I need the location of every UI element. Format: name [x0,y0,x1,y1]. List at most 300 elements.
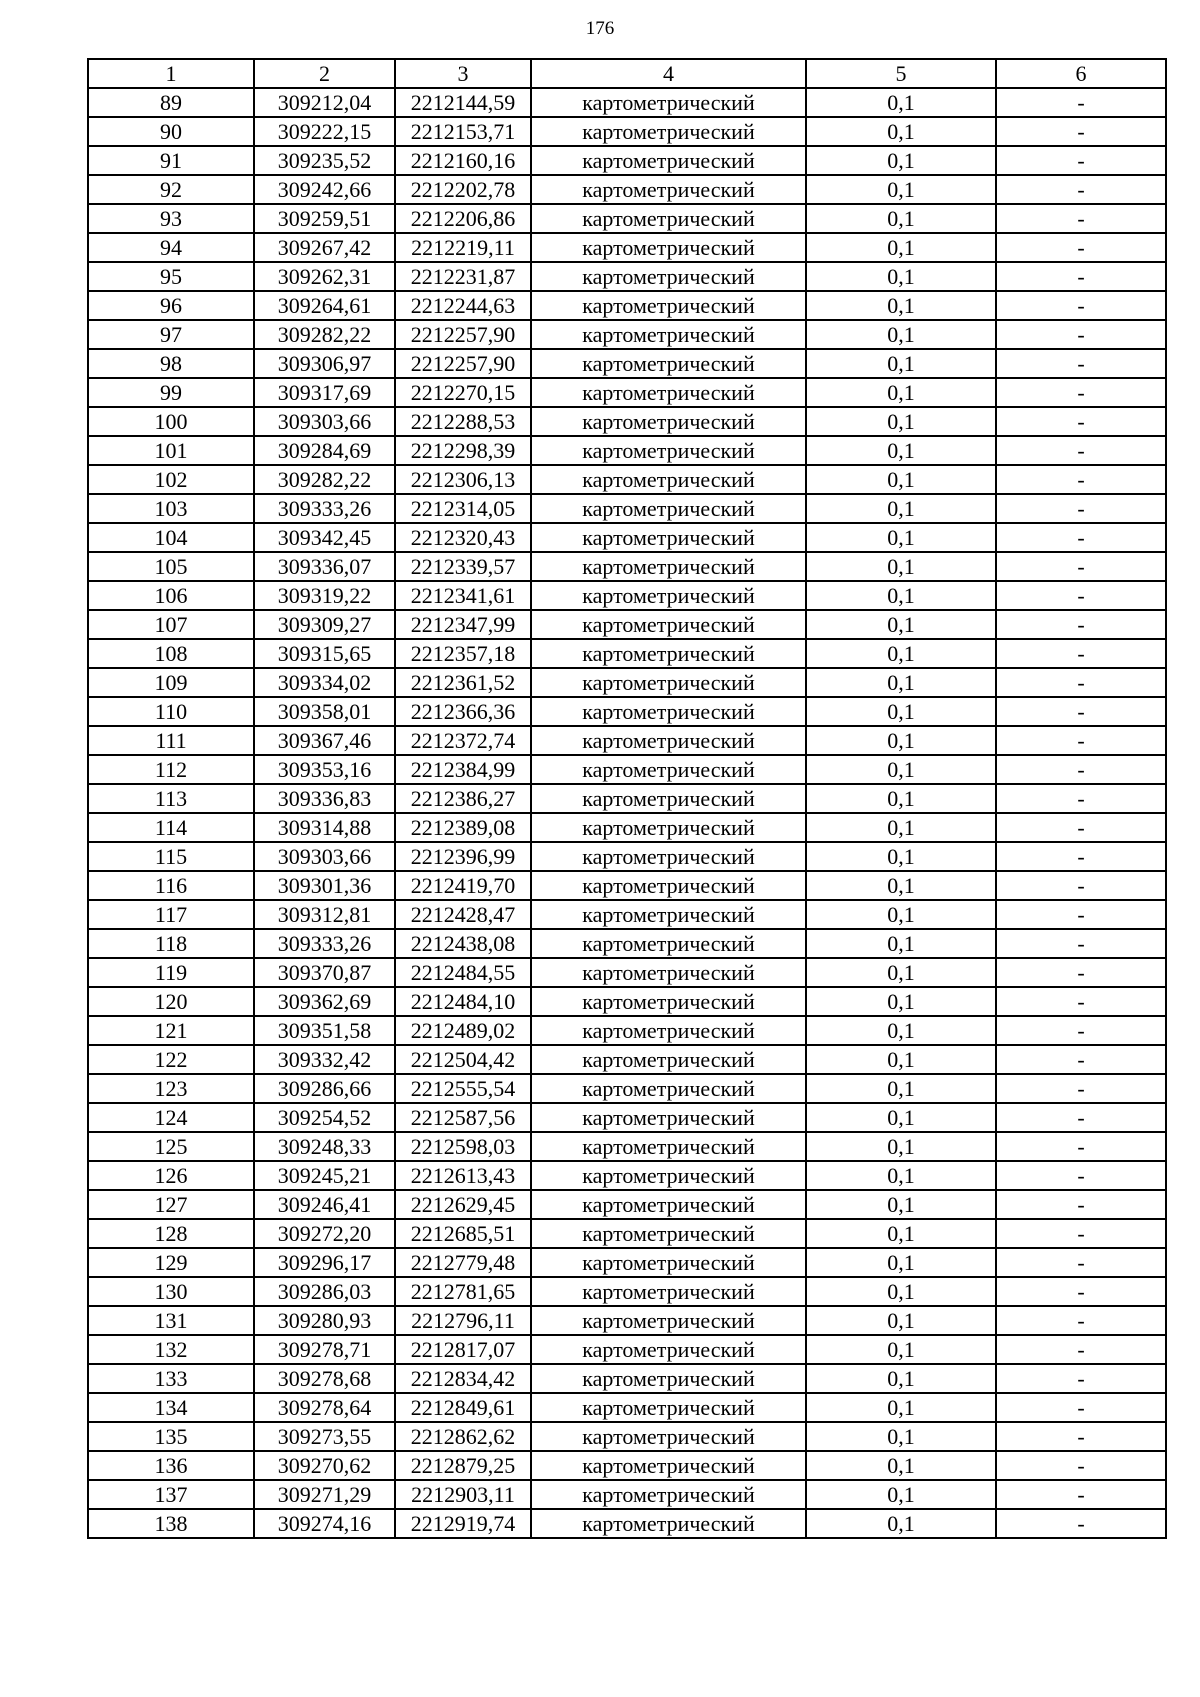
point-number-cell: 94 [88,233,254,262]
point-number-cell: 101 [88,436,254,465]
note-cell: - [996,1016,1166,1045]
note-cell: - [996,842,1166,871]
point-number-cell: 105 [88,552,254,581]
accuracy-cell: 0,1 [806,1045,996,1074]
method-cell: картометрический [531,697,806,726]
y-coordinate-cell: 2212257,90 [395,349,531,378]
method-cell: картометрический [531,1103,806,1132]
table-row [88,1190,1166,1219]
accuracy-cell: 0,1 [806,1364,996,1393]
x-coordinate-cell: 309267,42 [254,233,395,262]
x-coordinate-cell: 309282,22 [254,465,395,494]
point-number-cell: 91 [88,146,254,175]
accuracy-cell: 0,1 [806,291,996,320]
x-coordinate-cell: 309264,61 [254,291,395,320]
accuracy-cell: 0,1 [806,1451,996,1480]
accuracy-cell: 0,1 [806,1016,996,1045]
accuracy-cell: 0,1 [806,1190,996,1219]
accuracy-cell: 0,1 [806,1335,996,1364]
accuracy-cell: 0,1 [806,929,996,958]
y-coordinate-cell: 2212438,08 [395,929,531,958]
method-cell: картометрический [531,1509,806,1538]
y-coordinate-cell: 2212779,48 [395,1248,531,1277]
note-cell: - [996,900,1166,929]
y-coordinate-cell: 2212386,27 [395,784,531,813]
y-coordinate-cell: 2212288,53 [395,407,531,436]
x-coordinate-cell: 309280,93 [254,1306,395,1335]
accuracy-cell: 0,1 [806,1277,996,1306]
table-row [88,1480,1166,1509]
x-coordinate-cell: 309336,07 [254,552,395,581]
note-cell: - [996,291,1166,320]
table-row [88,1277,1166,1306]
table-row [88,958,1166,987]
method-cell: картометрический [531,320,806,349]
note-cell: - [996,1248,1166,1277]
column-header: 2 [254,59,395,88]
point-number-cell: 127 [88,1190,254,1219]
x-coordinate-cell: 309314,88 [254,813,395,842]
note-cell: - [996,871,1166,900]
note-cell: - [996,1509,1166,1538]
column-header: 4 [531,59,806,88]
note-cell: - [996,1306,1166,1335]
note-cell: - [996,813,1166,842]
x-coordinate-cell: 309246,41 [254,1190,395,1219]
x-coordinate-cell: 309319,22 [254,581,395,610]
method-cell: картометрический [531,639,806,668]
table-row [88,146,1166,175]
note-cell: - [996,987,1166,1016]
table-row [88,697,1166,726]
table-row [88,1248,1166,1277]
y-coordinate-cell: 2212489,02 [395,1016,531,1045]
point-number-cell: 112 [88,755,254,784]
accuracy-cell: 0,1 [806,697,996,726]
table-row [88,117,1166,146]
y-coordinate-cell: 2212347,99 [395,610,531,639]
table-row [88,639,1166,668]
y-coordinate-cell: 2212598,03 [395,1132,531,1161]
point-number-cell: 123 [88,1074,254,1103]
point-number-cell: 95 [88,262,254,291]
x-coordinate-cell: 309278,64 [254,1393,395,1422]
method-cell: картометрический [531,349,806,378]
x-coordinate-cell: 309303,66 [254,842,395,871]
table-row [88,1306,1166,1335]
point-number-cell: 96 [88,291,254,320]
y-coordinate-cell: 2212257,90 [395,320,531,349]
accuracy-cell: 0,1 [806,1248,996,1277]
x-coordinate-cell: 309367,46 [254,726,395,755]
method-cell: картометрический [531,842,806,871]
note-cell: - [996,465,1166,494]
x-coordinate-cell: 309334,02 [254,668,395,697]
note-cell: - [996,726,1166,755]
table-row [88,436,1166,465]
accuracy-cell: 0,1 [806,175,996,204]
x-coordinate-cell: 309286,66 [254,1074,395,1103]
note-cell: - [996,146,1166,175]
x-coordinate-cell: 309342,45 [254,523,395,552]
note-cell: - [996,784,1166,813]
point-number-cell: 126 [88,1161,254,1190]
column-header: 3 [395,59,531,88]
x-coordinate-cell: 309235,52 [254,146,395,175]
x-coordinate-cell: 309248,33 [254,1132,395,1161]
note-cell: - [996,1480,1166,1509]
y-coordinate-cell: 2212849,61 [395,1393,531,1422]
y-coordinate-cell: 2212153,71 [395,117,531,146]
note-cell: - [996,1335,1166,1364]
point-number-cell: 102 [88,465,254,494]
note-cell: - [996,639,1166,668]
y-coordinate-cell: 2212389,08 [395,813,531,842]
method-cell: картометрический [531,1480,806,1509]
x-coordinate-cell: 309303,66 [254,407,395,436]
point-number-cell: 138 [88,1509,254,1538]
accuracy-cell: 0,1 [806,1074,996,1103]
note-cell: - [996,755,1166,784]
point-number-cell: 133 [88,1364,254,1393]
method-cell: картометрический [531,1248,806,1277]
table-row [88,784,1166,813]
table-row [88,1219,1166,1248]
table-row [88,523,1166,552]
table-row [88,900,1166,929]
table-row [88,552,1166,581]
table-row [88,726,1166,755]
accuracy-cell: 0,1 [806,552,996,581]
y-coordinate-cell: 2212613,43 [395,1161,531,1190]
note-cell: - [996,204,1166,233]
point-number-cell: 122 [88,1045,254,1074]
note-cell: - [996,1393,1166,1422]
x-coordinate-cell: 309273,55 [254,1422,395,1451]
table-row [88,813,1166,842]
y-coordinate-cell: 2212144,59 [395,88,531,117]
note-cell: - [996,436,1166,465]
accuracy-cell: 0,1 [806,88,996,117]
point-number-cell: 130 [88,1277,254,1306]
x-coordinate-cell: 309315,65 [254,639,395,668]
point-number-cell: 109 [88,668,254,697]
y-coordinate-cell: 2212298,39 [395,436,531,465]
x-coordinate-cell: 309312,81 [254,900,395,929]
y-coordinate-cell: 2212504,42 [395,1045,531,1074]
x-coordinate-cell: 309222,15 [254,117,395,146]
y-coordinate-cell: 2212244,63 [395,291,531,320]
method-cell: картометрический [531,291,806,320]
point-number-cell: 106 [88,581,254,610]
table-row [88,668,1166,697]
point-number-cell: 92 [88,175,254,204]
table-row [88,610,1166,639]
method-cell: картометрический [531,929,806,958]
y-coordinate-cell: 2212419,70 [395,871,531,900]
table-row [88,349,1166,378]
method-cell: картометрический [531,1277,806,1306]
y-coordinate-cell: 2212919,74 [395,1509,531,1538]
point-number-cell: 103 [88,494,254,523]
note-cell: - [996,1422,1166,1451]
note-cell: - [996,117,1166,146]
x-coordinate-cell: 309296,17 [254,1248,395,1277]
method-cell: картометрический [531,465,806,494]
y-coordinate-cell: 2212587,56 [395,1103,531,1132]
method-cell: картометрический [531,204,806,233]
page-number: 176 [585,18,615,39]
table-row [88,1074,1166,1103]
note-cell: - [996,1161,1166,1190]
y-coordinate-cell: 2212270,15 [395,378,531,407]
accuracy-cell: 0,1 [806,436,996,465]
y-coordinate-cell: 2212314,05 [395,494,531,523]
table-row [88,1451,1166,1480]
y-coordinate-cell: 2212817,07 [395,1335,531,1364]
y-coordinate-cell: 2212484,55 [395,958,531,987]
x-coordinate-cell: 309317,69 [254,378,395,407]
table-row [88,407,1166,436]
accuracy-cell: 0,1 [806,320,996,349]
note-cell: - [996,668,1166,697]
x-coordinate-cell: 309242,66 [254,175,395,204]
method-cell: картометрический [531,88,806,117]
accuracy-cell: 0,1 [806,610,996,639]
method-cell: картометрический [531,436,806,465]
point-number-cell: 111 [88,726,254,755]
method-cell: картометрический [531,378,806,407]
accuracy-cell: 0,1 [806,1219,996,1248]
accuracy-cell: 0,1 [806,581,996,610]
accuracy-cell: 0,1 [806,407,996,436]
y-coordinate-cell: 2212320,43 [395,523,531,552]
table-row [88,378,1166,407]
method-cell: картометрический [531,1451,806,1480]
x-coordinate-cell: 309212,04 [254,88,395,117]
y-coordinate-cell: 2212160,16 [395,146,531,175]
accuracy-cell: 0,1 [806,204,996,233]
x-coordinate-cell: 309284,69 [254,436,395,465]
point-number-cell: 121 [88,1016,254,1045]
x-coordinate-cell: 309272,20 [254,1219,395,1248]
y-coordinate-cell: 2212357,18 [395,639,531,668]
point-number-cell: 99 [88,378,254,407]
accuracy-cell: 0,1 [806,784,996,813]
accuracy-cell: 0,1 [806,1103,996,1132]
accuracy-cell: 0,1 [806,465,996,494]
y-coordinate-cell: 2212428,47 [395,900,531,929]
y-coordinate-cell: 2212366,36 [395,697,531,726]
y-coordinate-cell: 2212834,42 [395,1364,531,1393]
column-header: 1 [88,59,254,88]
method-cell: картометрический [531,1016,806,1045]
y-coordinate-cell: 2212629,45 [395,1190,531,1219]
y-coordinate-cell: 2212396,99 [395,842,531,871]
accuracy-cell: 0,1 [806,958,996,987]
note-cell: - [996,523,1166,552]
method-cell: картометрический [531,1422,806,1451]
method-cell: картометрический [531,1219,806,1248]
note-cell: - [996,1190,1166,1219]
x-coordinate-cell: 309362,69 [254,987,395,1016]
note-cell: - [996,1219,1166,1248]
note-cell: - [996,1451,1166,1480]
y-coordinate-cell: 2212361,52 [395,668,531,697]
accuracy-cell: 0,1 [806,1306,996,1335]
accuracy-cell: 0,1 [806,639,996,668]
accuracy-cell: 0,1 [806,871,996,900]
x-coordinate-cell: 309274,16 [254,1509,395,1538]
accuracy-cell: 0,1 [806,494,996,523]
table-row [88,1103,1166,1132]
method-cell: картометрический [531,1306,806,1335]
y-coordinate-cell: 2212231,87 [395,262,531,291]
table-row [88,1509,1166,1538]
point-number-cell: 120 [88,987,254,1016]
accuracy-cell: 0,1 [806,726,996,755]
x-coordinate-cell: 309286,03 [254,1277,395,1306]
x-coordinate-cell: 309332,42 [254,1045,395,1074]
method-cell: картометрический [531,175,806,204]
note-cell: - [996,1045,1166,1074]
point-number-cell: 93 [88,204,254,233]
table-row [88,1045,1166,1074]
method-cell: картометрический [531,1190,806,1219]
x-coordinate-cell: 309336,83 [254,784,395,813]
point-number-cell: 89 [88,88,254,117]
table-row [88,233,1166,262]
accuracy-cell: 0,1 [806,1422,996,1451]
table-row [88,842,1166,871]
method-cell: картометрический [531,1045,806,1074]
x-coordinate-cell: 309245,21 [254,1161,395,1190]
y-coordinate-cell: 2212372,74 [395,726,531,755]
method-cell: картометрический [531,1335,806,1364]
method-cell: картометрический [531,755,806,784]
point-number-cell: 117 [88,900,254,929]
x-coordinate-cell: 309353,16 [254,755,395,784]
point-number-cell: 98 [88,349,254,378]
header-row [88,59,1166,88]
method-cell: картометрический [531,407,806,436]
x-coordinate-cell: 309282,22 [254,320,395,349]
table-row [88,929,1166,958]
point-number-cell: 114 [88,813,254,842]
y-coordinate-cell: 2212796,11 [395,1306,531,1335]
y-coordinate-cell: 2212685,51 [395,1219,531,1248]
method-cell: картометрический [531,784,806,813]
point-number-cell: 100 [88,407,254,436]
method-cell: картометрический [531,1132,806,1161]
note-cell: - [996,610,1166,639]
point-number-cell: 128 [88,1219,254,1248]
note-cell: - [996,1074,1166,1103]
method-cell: картометрический [531,1074,806,1103]
table-row [88,755,1166,784]
x-coordinate-cell: 309306,97 [254,349,395,378]
coordinates-table [87,58,1167,1539]
accuracy-cell: 0,1 [806,262,996,291]
accuracy-cell: 0,1 [806,1132,996,1161]
table-row [88,1422,1166,1451]
accuracy-cell: 0,1 [806,146,996,175]
method-cell: картометрический [531,1393,806,1422]
point-number-cell: 116 [88,871,254,900]
method-cell: картометрический [531,987,806,1016]
method-cell: картометрический [531,900,806,929]
point-number-cell: 125 [88,1132,254,1161]
table-row [88,871,1166,900]
y-coordinate-cell: 2212206,86 [395,204,531,233]
point-number-cell: 131 [88,1306,254,1335]
method-cell: картометрический [531,494,806,523]
point-number-cell: 136 [88,1451,254,1480]
point-number-cell: 118 [88,929,254,958]
accuracy-cell: 0,1 [806,1161,996,1190]
y-coordinate-cell: 2212555,54 [395,1074,531,1103]
table-row [88,262,1166,291]
point-number-cell: 97 [88,320,254,349]
x-coordinate-cell: 309351,58 [254,1016,395,1045]
note-cell: - [996,1364,1166,1393]
method-cell: картометрический [531,523,806,552]
method-cell: картометрический [531,958,806,987]
accuracy-cell: 0,1 [806,813,996,842]
point-number-cell: 119 [88,958,254,987]
y-coordinate-cell: 2212219,11 [395,233,531,262]
method-cell: картометрический [531,1364,806,1393]
accuracy-cell: 0,1 [806,755,996,784]
x-coordinate-cell: 309270,62 [254,1451,395,1480]
x-coordinate-cell: 309358,01 [254,697,395,726]
accuracy-cell: 0,1 [806,1480,996,1509]
accuracy-cell: 0,1 [806,349,996,378]
table-row [88,494,1166,523]
method-cell: картометрический [531,146,806,175]
accuracy-cell: 0,1 [806,987,996,1016]
note-cell: - [996,1103,1166,1132]
point-number-cell: 113 [88,784,254,813]
table-row [88,88,1166,117]
x-coordinate-cell: 309333,26 [254,929,395,958]
note-cell: - [996,175,1166,204]
y-coordinate-cell: 2212484,10 [395,987,531,1016]
y-coordinate-cell: 2212879,25 [395,1451,531,1480]
point-number-cell: 115 [88,842,254,871]
y-coordinate-cell: 2212781,65 [395,1277,531,1306]
method-cell: картометрический [531,610,806,639]
x-coordinate-cell: 309259,51 [254,204,395,233]
note-cell: - [996,929,1166,958]
note-cell: - [996,407,1166,436]
table-row [88,320,1166,349]
note-cell: - [996,320,1166,349]
point-number-cell: 108 [88,639,254,668]
table-row [88,1016,1166,1045]
accuracy-cell: 0,1 [806,842,996,871]
accuracy-cell: 0,1 [806,1393,996,1422]
y-coordinate-cell: 2212339,57 [395,552,531,581]
note-cell: - [996,349,1166,378]
x-coordinate-cell: 309271,29 [254,1480,395,1509]
note-cell: - [996,1132,1166,1161]
x-coordinate-cell: 309370,87 [254,958,395,987]
table-row [88,465,1166,494]
x-coordinate-cell: 309333,26 [254,494,395,523]
point-number-cell: 110 [88,697,254,726]
point-number-cell: 134 [88,1393,254,1422]
